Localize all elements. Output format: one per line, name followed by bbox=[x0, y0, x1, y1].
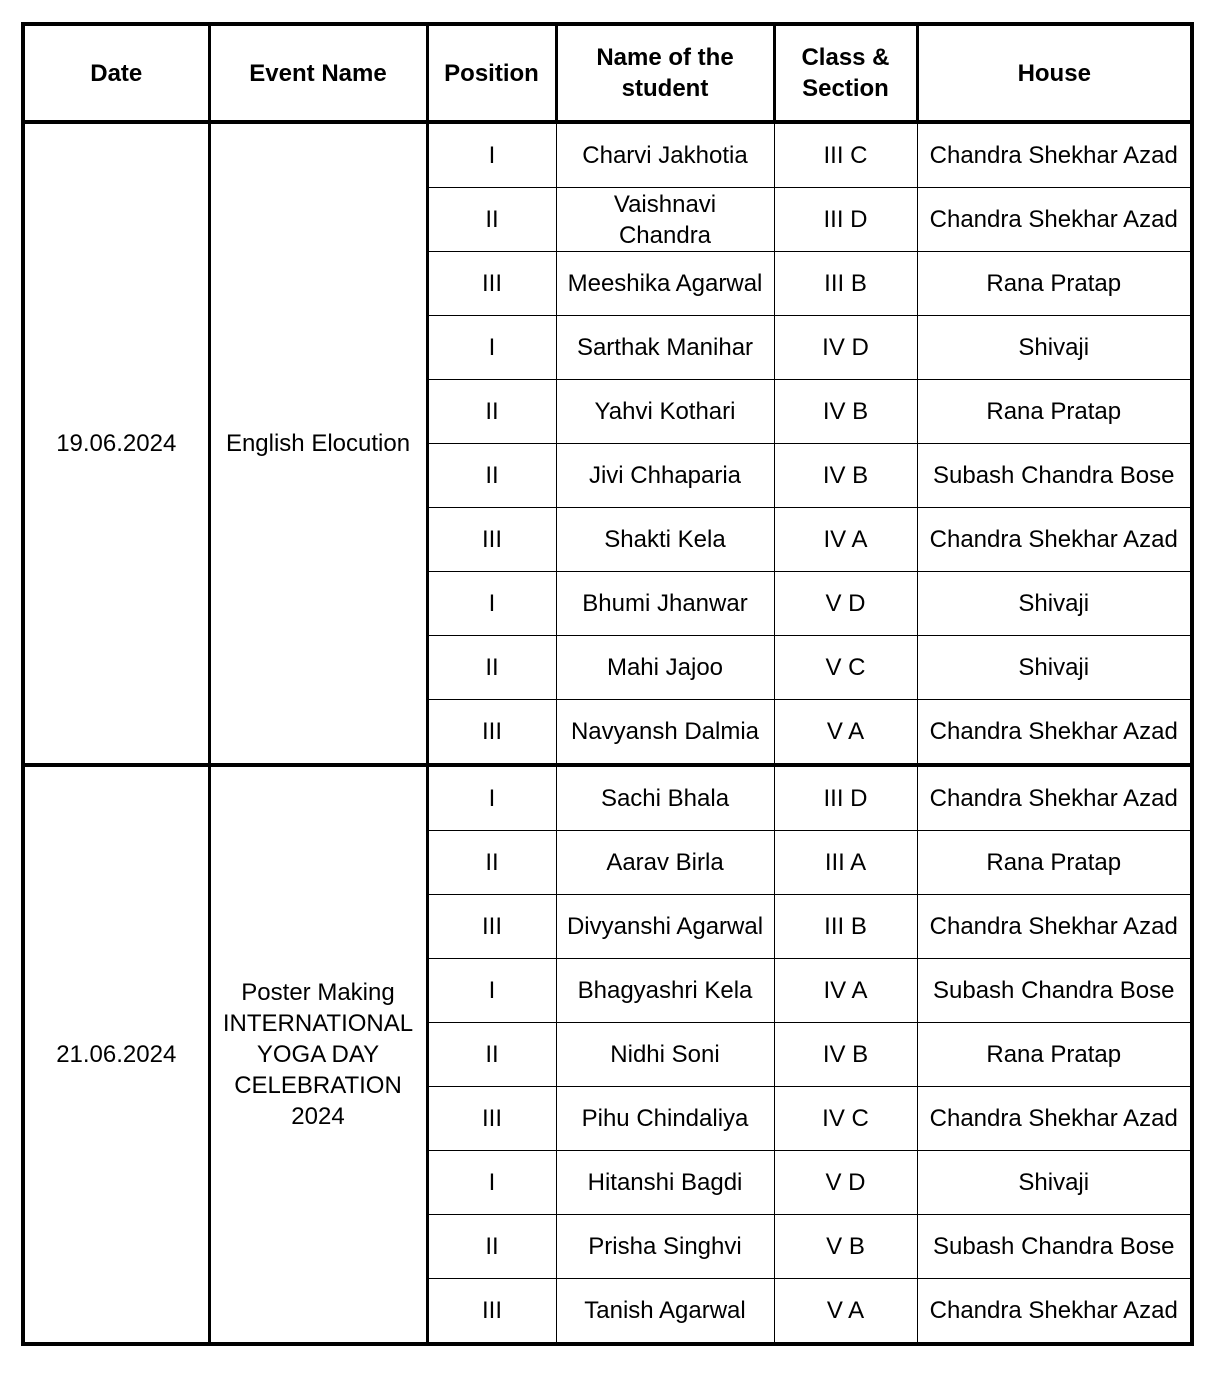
position-cell: II bbox=[427, 636, 556, 700]
header-class-section: Class & Section bbox=[774, 24, 917, 122]
header-date: Date bbox=[23, 24, 209, 122]
student-name-cell: Prisha Singhvi bbox=[556, 1215, 774, 1279]
student-name-cell: Mahi Jajoo bbox=[556, 636, 774, 700]
house-cell: Shivaji bbox=[917, 316, 1192, 380]
event-date: 19.06.2024 bbox=[23, 122, 209, 765]
student-name-cell: Bhumi Jhanwar bbox=[556, 572, 774, 636]
position-cell: II bbox=[427, 1023, 556, 1087]
class-section-cell: III B bbox=[774, 895, 917, 959]
house-cell: Chandra Shekhar Azad bbox=[917, 1087, 1192, 1151]
student-name-cell: Navyansh Dalmia bbox=[556, 700, 774, 766]
student-name-cell: Hitanshi Bagdi bbox=[556, 1151, 774, 1215]
class-section-cell: IV A bbox=[774, 508, 917, 572]
house-cell: Subash Chandra Bose bbox=[917, 959, 1192, 1023]
position-cell: II bbox=[427, 188, 556, 252]
student-name-cell: Charvi Jakhotia bbox=[556, 122, 774, 188]
house-cell: Subash Chandra Bose bbox=[917, 444, 1192, 508]
class-section-cell: III D bbox=[774, 188, 917, 252]
house-cell: Shivaji bbox=[917, 1151, 1192, 1215]
house-cell: Rana Pratap bbox=[917, 252, 1192, 316]
position-cell: II bbox=[427, 444, 556, 508]
student-name-cell: Nidhi Soni bbox=[556, 1023, 774, 1087]
position-cell: II bbox=[427, 380, 556, 444]
student-name-cell: Sachi Bhala bbox=[556, 765, 774, 831]
table-header bbox=[23, 24, 1192, 122]
house-cell: Rana Pratap bbox=[917, 831, 1192, 895]
class-section-cell: III C bbox=[774, 122, 917, 188]
position-cell: II bbox=[427, 831, 556, 895]
event-group bbox=[23, 122, 1192, 765]
house-cell: Chandra Shekhar Azad bbox=[917, 188, 1192, 252]
position-cell: II bbox=[427, 1215, 556, 1279]
class-section-cell: V D bbox=[774, 1151, 917, 1215]
student-name-cell: Yahvi Kothari bbox=[556, 380, 774, 444]
house-cell: Shivaji bbox=[917, 636, 1192, 700]
class-section-cell: IV A bbox=[774, 959, 917, 1023]
position-cell: I bbox=[427, 765, 556, 831]
table-row bbox=[23, 765, 1192, 831]
student-name-cell: Bhagyashri Kela bbox=[556, 959, 774, 1023]
position-cell: I bbox=[427, 1151, 556, 1215]
student-name-cell: Jivi Chhaparia bbox=[556, 444, 774, 508]
class-section-cell: V A bbox=[774, 700, 917, 766]
house-cell: Chandra Shekhar Azad bbox=[917, 508, 1192, 572]
header-position: Position bbox=[427, 24, 556, 122]
class-section-cell: III D bbox=[774, 765, 917, 831]
house-cell: Chandra Shekhar Azad bbox=[917, 122, 1192, 188]
event-group bbox=[23, 765, 1192, 1344]
header-student-name: Name of the student bbox=[556, 24, 774, 122]
results-table bbox=[21, 22, 1194, 1346]
student-name-cell: Tanish Agarwal bbox=[556, 1279, 774, 1345]
position-cell: I bbox=[427, 122, 556, 188]
class-section-cell: V A bbox=[774, 1279, 917, 1345]
student-name-cell: Meeshika Agarwal bbox=[556, 252, 774, 316]
header-row bbox=[23, 24, 1192, 122]
house-cell: Shivaji bbox=[917, 572, 1192, 636]
event-name: English Elocution bbox=[209, 122, 427, 765]
class-section-cell: V D bbox=[774, 572, 917, 636]
header-house: House bbox=[917, 24, 1192, 122]
house-cell: Chandra Shekhar Azad bbox=[917, 700, 1192, 766]
position-cell: III bbox=[427, 700, 556, 766]
position-cell: I bbox=[427, 316, 556, 380]
class-section-cell: IV B bbox=[774, 444, 917, 508]
house-cell: Rana Pratap bbox=[917, 1023, 1192, 1087]
event-name: Poster Making INTERNATIONAL YOGA DAY CELEBRATION 2024 bbox=[209, 765, 427, 1344]
position-cell: I bbox=[427, 959, 556, 1023]
class-section-cell: IV D bbox=[774, 316, 917, 380]
student-name-cell: Divyanshi Agarwal bbox=[556, 895, 774, 959]
student-name-cell: Aarav Birla bbox=[556, 831, 774, 895]
house-cell: Chandra Shekhar Azad bbox=[917, 765, 1192, 831]
house-cell: Chandra Shekhar Azad bbox=[917, 895, 1192, 959]
house-cell: Chandra Shekhar Azad bbox=[917, 1279, 1192, 1345]
class-section-cell: V B bbox=[774, 1215, 917, 1279]
position-cell: III bbox=[427, 895, 556, 959]
class-section-cell: IV C bbox=[774, 1087, 917, 1151]
table-row bbox=[23, 122, 1192, 188]
position-cell: I bbox=[427, 572, 556, 636]
class-section-cell: III A bbox=[774, 831, 917, 895]
class-section-cell: III B bbox=[774, 252, 917, 316]
house-cell: Subash Chandra Bose bbox=[917, 1215, 1192, 1279]
position-cell: III bbox=[427, 508, 556, 572]
student-name-cell: Sarthak Manihar bbox=[556, 316, 774, 380]
position-cell: III bbox=[427, 252, 556, 316]
position-cell: III bbox=[427, 1087, 556, 1151]
class-section-cell: IV B bbox=[774, 1023, 917, 1087]
class-section-cell: V C bbox=[774, 636, 917, 700]
class-section-cell: IV B bbox=[774, 380, 917, 444]
header-event-name: Event Name bbox=[209, 24, 427, 122]
house-cell: Rana Pratap bbox=[917, 380, 1192, 444]
student-name-cell: Shakti Kela bbox=[556, 508, 774, 572]
position-cell: III bbox=[427, 1279, 556, 1345]
event-date: 21.06.2024 bbox=[23, 765, 209, 1344]
student-name-cell: Pihu Chindaliya bbox=[556, 1087, 774, 1151]
student-name-cell: Vaishnavi Chandra bbox=[556, 188, 774, 252]
